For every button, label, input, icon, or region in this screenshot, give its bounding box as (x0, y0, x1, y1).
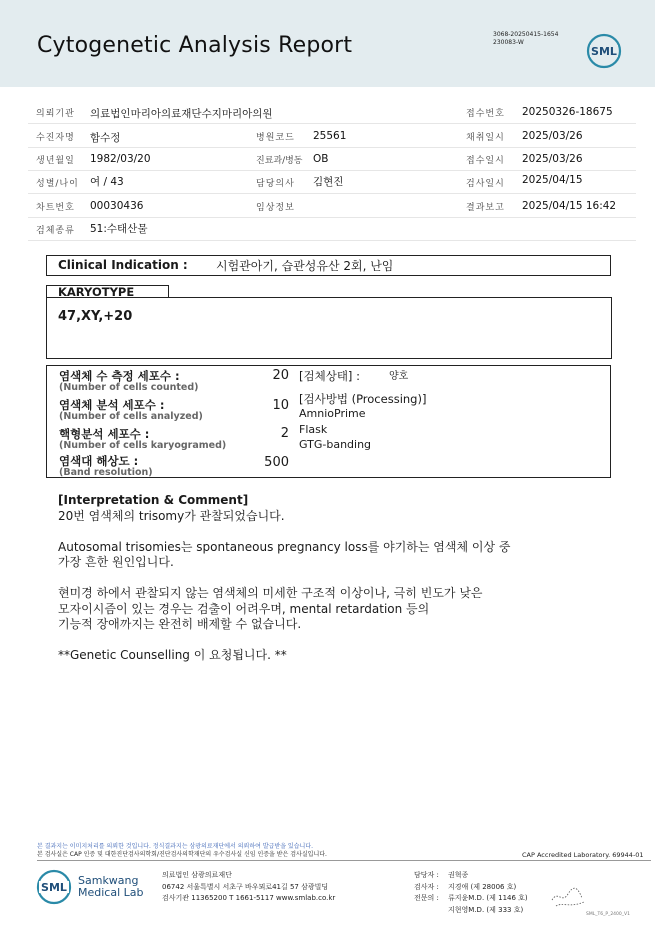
sex-age-label: 성별/나이 (36, 179, 79, 189)
collect-date-label: 채취일시 (466, 133, 505, 143)
interpretation-title: [Interpretation & Comment] (58, 493, 249, 507)
staff-value: 지경애 (제 28006 호) (448, 882, 517, 891)
cells-karyogramed-sublabel: (Number of cells karyogramed) (59, 440, 227, 451)
institution-value: 의료법인마리아의료재단수지마리아의원 (90, 108, 273, 120)
brand-line-1: Samkwang (78, 874, 139, 887)
karyotype-box (46, 297, 612, 359)
staff-value: 권혁종 (448, 871, 469, 879)
method-2: Flask (299, 423, 328, 436)
report-title: Cytogenetic Analysis Report (37, 33, 353, 58)
specimen-label: 검체종류 (36, 226, 75, 236)
clinical-indication-label: Clinical Indication : (58, 258, 188, 272)
exam-date-label: 검사일시 (466, 179, 505, 189)
signature-icon (548, 882, 588, 910)
band-resolution-sublabel: (Band resolution) (59, 467, 153, 478)
brand-line-2: Medical Lab (78, 886, 144, 899)
info-row (28, 195, 636, 218)
cells-analyzed-label: 염색체 분석 세포수 : (59, 398, 165, 412)
staff-value: 지현영M.D. (제 333 호) (448, 905, 524, 914)
cells-counted (59, 368, 199, 393)
band-resolution-value: 500 (264, 455, 289, 470)
staff-value: 류지윤M.D. (제 1146 호) (448, 894, 528, 902)
sml-logo-icon (586, 33, 622, 69)
result-report-value: 2025/04/15 16:42 (522, 200, 617, 212)
karyotype-label: KARYOTYPE (58, 285, 135, 299)
interpretation-line: 기능적 장애까지는 완전히 배제할 수 없습니다. (58, 617, 302, 631)
band-resolution (59, 453, 153, 478)
cap-accreditation: CAP Accredited Laboratory. 69944-01 (522, 851, 644, 859)
method-label: [검사방법 (Processing)] (299, 392, 427, 406)
form-code: SML_T6_P_2400_V1 (586, 912, 630, 917)
collect-date-value: 2025/03/26 (522, 130, 583, 142)
interpretation-line: 현미경 하에서 관찰되지 않는 염색체의 미세한 구조적 이상이나, 극히 빈도가 낮은 (58, 586, 483, 600)
receipt-date-label: 접수일시 (466, 156, 505, 166)
footer-note-2: 본 검사실은 CAP 인증 및 대한진단검사의학회/진단검사의학재단의 우수검사실 신임 인증을 받은 검사실입니다. (37, 851, 327, 858)
cells-karyogramed (59, 426, 226, 451)
specimen-status-value: 양호 (389, 371, 409, 382)
report-id-line1: 3068-20250415-1654 (493, 31, 559, 38)
karyotype-value: 47,XY,+20 (58, 309, 133, 324)
brand-name (78, 875, 144, 899)
report-id (493, 31, 558, 47)
staff-label: 검사자 : (414, 882, 439, 891)
receipt-date-value: 2025/03/26 (522, 153, 583, 165)
logo-text: SML (41, 881, 67, 894)
dept-label: 진료과/병동 (256, 156, 303, 166)
interpretation-line: 모자이시즘이 있는 경우는 검출이 어려우며, mental retardation 등의 (58, 601, 430, 616)
receipt-no-label: 접수번호 (466, 109, 505, 119)
interpretation-line: **Genetic Counselling 이 요청됩니다. ** (58, 648, 287, 662)
info-row (28, 148, 636, 171)
doctor-value: 김현진 (313, 176, 344, 188)
cells-analyzed-sublabel: (Number of cells analyzed) (59, 411, 203, 422)
sml-logo-icon (36, 869, 72, 905)
cells-analyzed (59, 397, 203, 422)
cells-counted-value: 20 (272, 368, 289, 383)
cell-count-box (46, 365, 611, 478)
doctor-label: 담당의사 (256, 179, 295, 189)
band-resolution-label: 염색대 해상도 : (59, 454, 139, 468)
info-row (28, 171, 636, 194)
patient-value: 함수정 (90, 132, 121, 144)
address-line-3: 검사기관 11365200 T 1661-5117 www.smlab.co.kr (162, 894, 336, 902)
institution-label: 의뢰기관 (36, 109, 75, 119)
patient-label: 수진자명 (36, 133, 75, 143)
lab-address (162, 870, 335, 905)
method-3: GTG-banding (299, 438, 372, 451)
info-row (28, 101, 636, 124)
footer-note-1: 본 결과지는 이미지처리를 의뢰한 것입니다. 정식결과지는 삼광의료재단에서 의뢰하여 발급받을 있습니다. (37, 843, 314, 850)
clinical-info-label: 임상정보 (256, 203, 295, 213)
chart-no-label: 차트번호 (36, 203, 75, 213)
result-report-label: 결과보고 (466, 203, 505, 213)
ward-code-label: 병원코드 (256, 133, 295, 143)
cells-karyogramed-value: 2 (280, 426, 289, 441)
clinical-indication-box (46, 255, 611, 276)
staff-list (414, 870, 528, 916)
specimen-status-label: [검체상태] : (299, 369, 360, 383)
address-line-1: 의료법인 삼광의료재단 (162, 871, 232, 879)
cells-counted-sublabel: (Number of cells counted) (59, 382, 199, 393)
specimen-value: 51:수태산물 (90, 223, 148, 235)
staff-label: 전문의 : (414, 894, 439, 902)
clinical-indication-value: 시험관아기, 습관성유산 2회, 난임 (216, 259, 394, 273)
interpretation-line: 20번 염색체의 trisomy가 관찰되었습니다. (58, 508, 285, 523)
dept-value: OB (313, 153, 329, 165)
receipt-no-value: 20250326-18675 (522, 106, 613, 118)
chart-no-value: 00030436 (90, 200, 144, 212)
method-1: AmnioPrime (299, 407, 366, 420)
interpretation-line: 가장 흔한 원인입니다. (58, 555, 174, 569)
ward-code-value: 25561 (313, 130, 347, 142)
interpretation-line: Autosomal trisomies는 spontaneous pregnancy loss를 야기하는 염색체 이상 중 (58, 539, 511, 554)
report-id-line2: 230083-W (493, 39, 524, 46)
interpretation-section (58, 493, 558, 664)
birth-value: 1982/03/20 (90, 153, 151, 165)
cells-analyzed-value: 10 (272, 398, 289, 413)
footer-notes (37, 843, 327, 859)
sex-age-value: 여 / 43 (90, 176, 124, 188)
birth-label: 생년월일 (36, 156, 75, 166)
cells-karyogramed-label: 핵형분석 세포수 : (59, 427, 150, 441)
exam-date-value: 2025/04/15 (522, 174, 583, 186)
logo-text: SML (591, 45, 617, 58)
info-row (28, 125, 636, 148)
footer-divider (37, 860, 651, 861)
address-line-2: 06742 서울특별시 서초구 바우뫼로41길 57 삼광빌딩 (162, 882, 329, 891)
info-row (28, 218, 636, 241)
cells-counted-label: 염색체 수 측정 세포수 : (59, 369, 180, 383)
staff-label: 담당자 : (414, 871, 439, 879)
